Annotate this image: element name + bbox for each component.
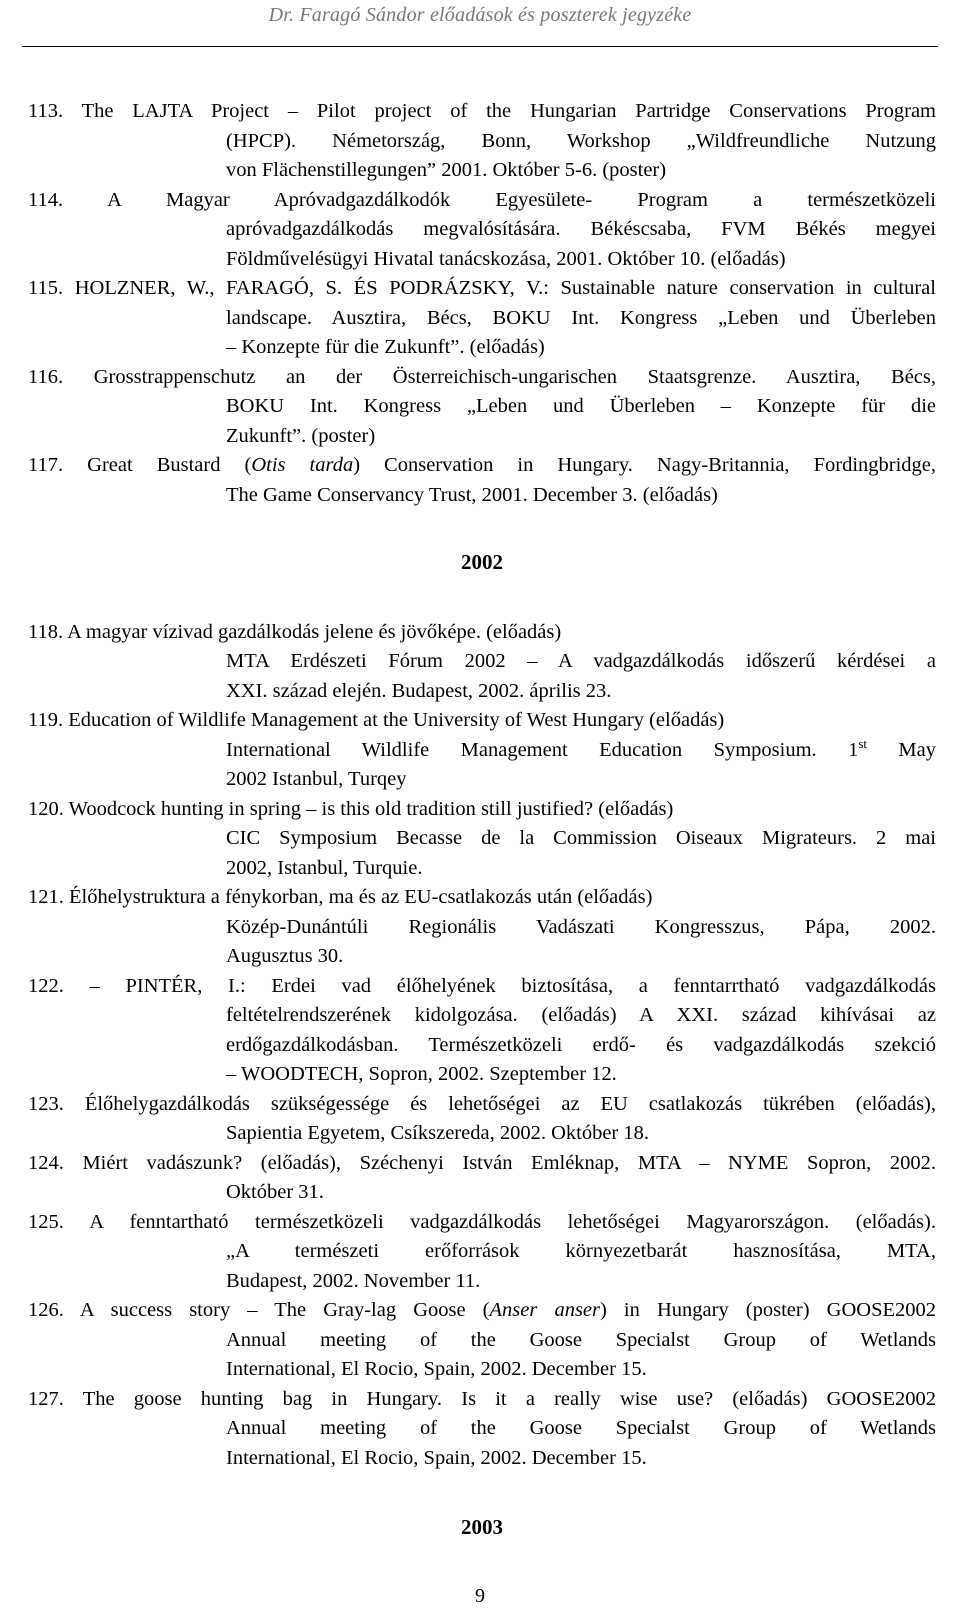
entry-113-line-2: (HPCP). Németország, Bonn, Workshop „Wildfreundliche Nutzung xyxy=(226,129,936,152)
header-rule xyxy=(22,46,938,47)
entry-121 xyxy=(28,883,936,972)
species-name: Anser anser xyxy=(489,1299,600,1321)
entry-117 xyxy=(28,451,936,510)
entry-126-line-2: Annual meeting of the Goose Specialst Group of Wetlands xyxy=(226,1328,936,1351)
entry-118 xyxy=(28,618,936,707)
entry-124 xyxy=(28,1149,936,1208)
entry-number: 115. xyxy=(28,277,75,299)
entry-115-line-1 xyxy=(28,274,936,304)
entry-116-line-3: Zukunft”. (poster) xyxy=(226,424,376,447)
entry-123-line-2: Sapientia Egyetem, Csíkszereda, 2002. Október 18. xyxy=(226,1122,649,1144)
entry-114 xyxy=(28,186,936,275)
entry-119-text-b: May xyxy=(867,738,936,761)
entry-126-line-3: International, El Rocio, Spain, 2002. December 15. xyxy=(226,1358,647,1380)
entry-127-line-1: 127. The goose hunting bag in Hungary. Is it a really wise use? (előadás) GOOSE2002 xyxy=(28,1387,936,1410)
entry-113 xyxy=(28,97,936,186)
entry-114-line-2: apróvadgazdálkodás megvalósítására. Békéscsaba, FVM Békés megyei xyxy=(226,218,936,240)
entry-127-line-3: International, El Rocio, Spain, 2002. December 15. xyxy=(226,1446,647,1469)
entry-122 xyxy=(28,972,936,1090)
entry-121-line-1: 121. Élőhelystruktura a fénykorban, ma és az EU-csatlakozás után (előadás) xyxy=(28,886,653,908)
entry-115 xyxy=(28,274,936,363)
entry-127-line-2: Annual meeting of the Goose Specialst Group of Wetlands xyxy=(226,1417,936,1439)
entry-125-line-3: Budapest, 2002. November 11. xyxy=(226,1269,481,1292)
entry-123 xyxy=(28,1090,936,1149)
entry-122-title: : Erdei vad élőhelyének biztosítása, a fenntarrtható vadgazdálkodás xyxy=(240,974,937,997)
entry-120-line-1: 120. Woodcock hunting in spring – is this old tradition still justified? (előadás) xyxy=(28,797,674,820)
entry-124-line-1: 124. Miért vadászunk? (előadás), Széchenyi István Emléknap, MTA – NYME Sopron, 2002. xyxy=(28,1151,936,1174)
species-name: Otis tarda xyxy=(251,454,354,476)
authors: HOLZNER, W., FARAGÓ, S. ÉS PODRÁZSKY, V. xyxy=(74,277,544,299)
entry-118-line-3: XXI. század elején. Budapest, 2002. április 23. xyxy=(226,679,612,702)
entry-121-line-2: Közép-Dunántúli Regionális Vadászati Kongresszus, Pápa, 2002. xyxy=(226,915,936,938)
entry-119-text-a: International Wildlife Management Education Symposium. 1 xyxy=(226,738,859,761)
year-heading-2003: 2003 xyxy=(461,1515,503,1539)
entry-125-line-2: „A természeti erőforrások környezetbarát hasznosítása, MTA, xyxy=(226,1240,936,1262)
entry-number: 122. – xyxy=(28,974,126,997)
entry-116-line-1: 116. Grosstrappenschutz an der Österreichisch-ungarischen Staatsgrenze. Ausztira, Bécs, xyxy=(28,365,936,388)
entry-114-line-1: 114. A Magyar Apróvadgazdálkodók Egyesülete- Program a természetközeli xyxy=(28,188,936,211)
entry-115-title: : Sustainable nature conservation in cultural xyxy=(543,277,936,299)
entry-117-line-1 xyxy=(28,451,936,481)
entry-113-line-3: von Flächenstillegungen” 2001. Október 5-6. (poster) xyxy=(226,159,667,181)
entry-120 xyxy=(28,795,936,884)
entry-118-line-2: MTA Erdészeti Fórum 2002 – A vadgazdálkodás időszerű kérdései a xyxy=(226,650,936,672)
entry-126 xyxy=(28,1296,936,1385)
entry-115-line-2: landscape. Ausztira, Bécs, BOKU Int. Kongress „Leben und Überleben xyxy=(226,306,936,329)
entry-122-line-2: feltételrendszerének kidolgozása. (előadás) A XXI. század kihívásai az xyxy=(226,1004,936,1026)
entry-126-text-b: ) in Hungary (poster) GOOSE2002 xyxy=(600,1299,936,1321)
entry-126-text-a: 126. A success story – The Gray-lag Goose ( xyxy=(28,1299,490,1321)
running-header: Dr. Faragó Sándor előadások és poszterek jegyzéke xyxy=(268,4,692,26)
entry-125 xyxy=(28,1208,936,1297)
entry-116 xyxy=(28,363,936,452)
entry-117-line-2: The Game Conservancy Trust, 2001. December 3. (előadás) xyxy=(226,483,718,506)
entry-113-line-1: 113. The LAJTA Project – Pilot project of the Hungarian Partridge Conservations Program xyxy=(28,100,936,122)
entry-118-line-1: 118. A magyar vízivad gazdálkodás jelene és jövőképe. (előadás) xyxy=(28,620,562,643)
entry-122-line-4: – WOODTECH, Sopron, 2002. Szeptember 12. xyxy=(226,1063,617,1085)
entry-124-line-2: Október 31. xyxy=(226,1181,324,1203)
entry-119-line-1: 119. Education of Wildlife Management at the University of West Hungary (előadás) xyxy=(28,709,725,731)
entry-119 xyxy=(28,706,936,795)
entry-123-line-1: 123. Élőhelygazdálkodás szükségessége és lehetőségei az EU csatlakozás tükrében (előadás), xyxy=(28,1092,936,1115)
entry-120-line-3: 2002, Istanbul, Turquie. xyxy=(226,856,423,879)
entry-122-line-3: erdőgazdálkodásban. Természetközeli erdő- és vadgazdálkodás szekció xyxy=(226,1033,936,1056)
year-heading-2002: 2002 xyxy=(461,550,503,574)
entry-126-line-1 xyxy=(28,1296,936,1326)
entry-122-line-1 xyxy=(28,972,936,1002)
entry-127 xyxy=(28,1385,936,1474)
entry-115-line-3: – Konzepte für die Zukunft”. (előadás) xyxy=(226,336,545,358)
ordinal-suffix: st xyxy=(858,735,868,751)
authors: PINTÉR, I. xyxy=(125,974,240,997)
entry-121-line-3: Augusztus 30. xyxy=(226,945,344,967)
entry-117-text-b: ) Conservation in Hungary. Nagy-Britannia, Fordingbridge, xyxy=(353,454,937,476)
entry-117-text-a: 117. Great Bustard ( xyxy=(28,454,252,476)
entry-119-line-2 xyxy=(28,736,936,766)
entry-120-line-2: CIC Symposium Becasse de la Commission Oiseaux Migrateurs. 2 mai xyxy=(226,827,936,849)
page-number: 9 xyxy=(475,1585,485,1607)
entry-114-line-3: Földművelésügyi Hivatal tanácskozása, 2001. Október 10. (előadás) xyxy=(226,247,786,270)
document-body xyxy=(28,97,936,1583)
entry-125-line-1: 125. A fenntartható természetközeli vadgazdálkodás lehetőségei Magyarországon. (előadás). xyxy=(28,1210,936,1233)
entry-116-line-2: BOKU Int. Kongress „Leben und Überleben – Konzepte für die xyxy=(226,395,936,417)
entry-119-line-3: 2002 Istanbul, Turqey xyxy=(226,768,407,790)
